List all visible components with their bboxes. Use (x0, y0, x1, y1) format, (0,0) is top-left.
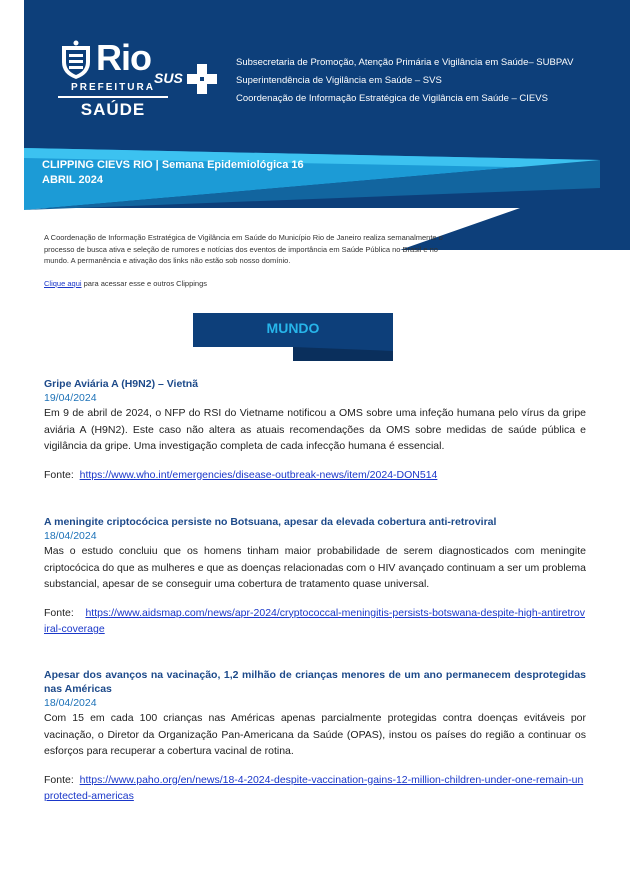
rio-crest-icon (58, 40, 94, 80)
clipping-title (42, 158, 304, 188)
clippings-link-line (44, 279, 207, 288)
header-institution-lines (236, 54, 573, 108)
header-line-cievs: Coordenação de Informação Estratégica de Vigilância em Saúde – CIEVS (236, 93, 548, 104)
intro-paragraph: A Coordenação de Informação Estratégica de Vigilância em Saúde do Município Rio de Janeiro realiza semanalmente o processo de busca ativa e seleção de rumores e notícias dos eventos de importância em Saúde Pública no Brasil e no mundo. A permanência e ativação dos links não estão sob nosso domínio. (44, 233, 443, 265)
sus-text: SUS (154, 70, 183, 86)
header-line-subpav: Subsecretaria de Promoção, Atenção Primária e Vigilância em Saúde– SUBPAV (236, 57, 574, 68)
news-article-3 (44, 668, 586, 805)
logo-rio-text: Rio (96, 37, 151, 78)
sus-cross-icon (186, 62, 218, 96)
logo-divider (58, 96, 168, 98)
clipping-subtitle: ABRIL 2024 (42, 174, 103, 186)
article-body: Mas o estudo concluiu que os homens tinham maior probabilidade de serem diagnosticados com meningite criptocócica do que as mulheres e que as doenças relacionadas com o HIV avançado continuam a ser um problema substancial, apesar de se conseguir uma cobertura de tratamento quase universal. (44, 545, 586, 590)
article-title: Apesar dos avanços na vacinação, 1,2 milhão de crianças menores de um ano permanecem desprotegidas nas Américas (44, 669, 586, 695)
article-source (44, 772, 586, 805)
source-label: Fonte: (44, 773, 74, 786)
news-article-1 (44, 377, 586, 483)
source-label: Fonte: (44, 468, 74, 481)
section-title-mundo: MUNDO (266, 320, 320, 336)
article-date: 18/04/2024 (44, 697, 97, 709)
header-line-svs: Superintendência de Vigilância em Saúde – SVS (236, 75, 442, 86)
source-link[interactable]: https://www.who.int/emergencies/disease-outbreak-news/item/2024-DON514 (79, 468, 438, 481)
article-body: Em 9 de abril de 2024, o NFP do RSI do Vietname notificou a OMS sobre uma infeção humana pelo vírus da gripe aviária A (H9N2). Este caso não altera as atuais recomendações da OMS sobre medidas de saúde pública e vigilância da gripe. Uma investigação completa de cada infecção humana é essencial. (44, 407, 586, 452)
logo-saude-text: SAÚDE (80, 100, 146, 119)
source-link[interactable]: https://www.aidsmap.com/news/apr-2024/cryptococcal-meningitis-persists-botswana-despite-high-antiretroviral-coverage (44, 606, 585, 635)
clipping-title-main: CLIPPING CIEVS RIO | Semana Epidemiológica 16 (42, 159, 304, 171)
article-title: A meningite criptocócica persiste no Botsuana, apesar da elevada cobertura anti-retroviral (44, 516, 497, 528)
news-article-2 (44, 515, 586, 638)
sus-logo (154, 62, 218, 98)
article-source (44, 467, 586, 484)
article-date: 18/04/2024 (44, 530, 97, 542)
source-label: Fonte: (44, 606, 74, 619)
article-body: Com 15 em cada 100 crianças nas Américas apenas parcialmente protegidas contra doenças evitáveis por vacinação, o Diretor da Organização Pan-Americana da Saúde (OPAS), instou os países do região a continuar os esforços para recuperar a cobertura vacinal de rotina. (44, 712, 586, 757)
clippings-link-rest: para acessar esse e outros Clippings (81, 279, 208, 288)
logo-prefeitura-text: PREFEITURA (71, 82, 155, 93)
clique-aqui-link[interactable]: Clique aqui (44, 279, 82, 288)
article-title: Gripe Aviária A (H9N2) – Vietnã (44, 378, 199, 390)
article-source (44, 605, 586, 638)
article-date: 19/04/2024 (44, 392, 97, 404)
header-banner (24, 0, 630, 148)
source-link[interactable]: https://www.paho.org/en/news/18-4-2024-despite-vaccination-gains-12-million-children-under-one-remain-unprotected-americas (44, 773, 584, 802)
